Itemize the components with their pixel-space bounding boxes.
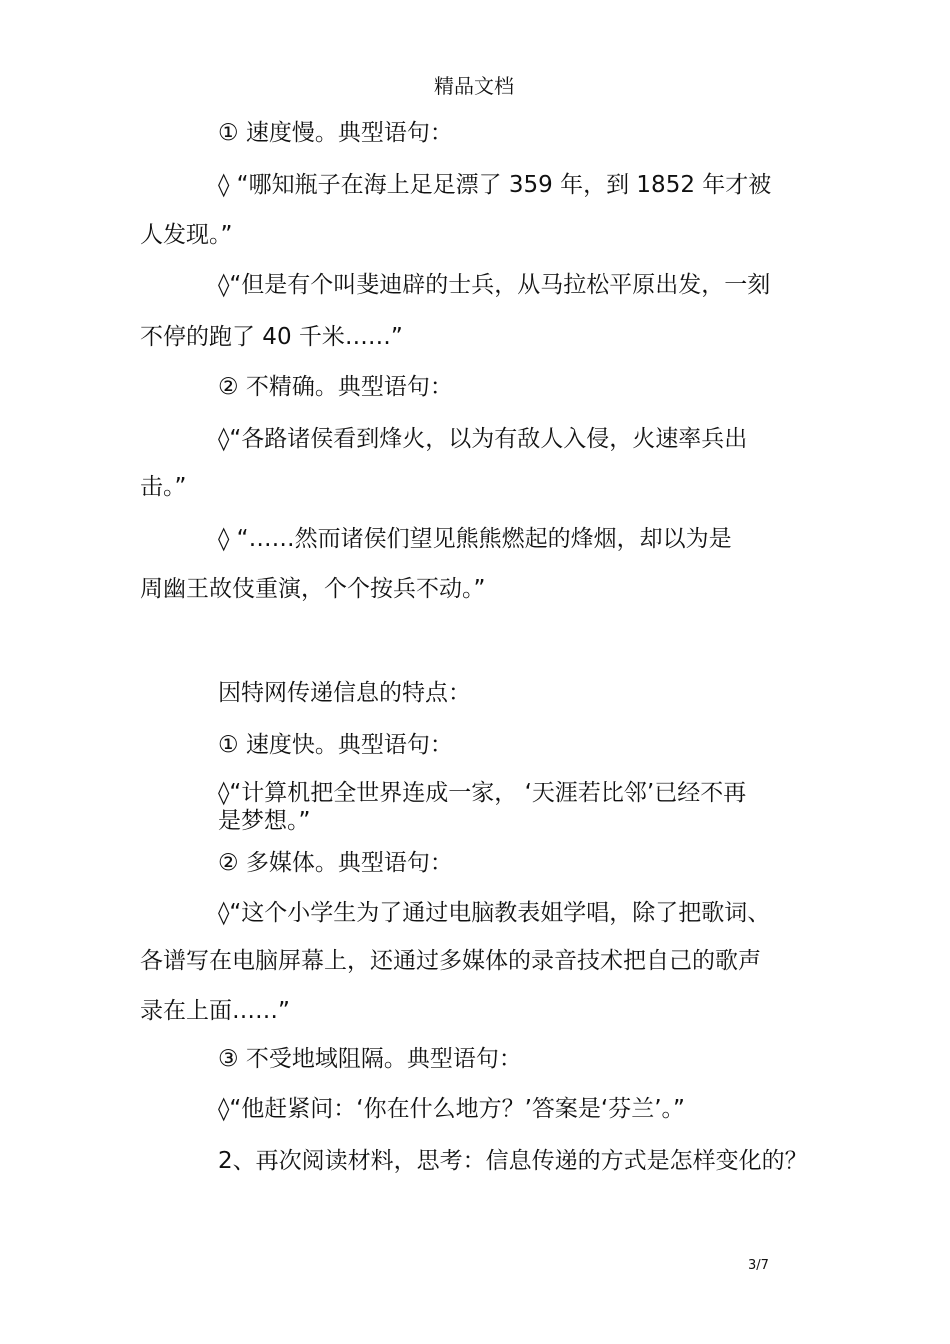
text-line-17: 各谱写在电脑屏幕上，还通过多媒体的录音技术把自己的歌声 <box>140 948 761 974</box>
text-line-4: ◊“但是有个叫斐迪辟的士兵，从马拉松平原出发，一刻 <box>218 272 771 298</box>
text-line-7: ◊“各路诸侯看到烽火，以为有敌人入侵，火速率兵出 <box>218 426 748 452</box>
text-line-15: ② 多媒体。典型语句： <box>218 850 453 876</box>
text-line-14: 是梦想。” <box>218 808 311 834</box>
text-line-10: 周幽王故伎重演，个个按兵不动。” <box>140 576 486 602</box>
text-line-19: ③ 不受地域阻隔。典型语句： <box>218 1046 522 1072</box>
text-line-2: ◊ “哪知瓶子在海上足足漂了 359 年，到 1852 年才被 <box>218 172 772 198</box>
page-header-title: 精品文档 <box>434 74 514 98</box>
text-line-20: ◊“他赶紧问：‘你在什么地方？’答案是‘芬兰’。” <box>218 1096 685 1122</box>
text-line-1: ① 速度慢。典型语句： <box>218 120 453 146</box>
page-number: 3/7 <box>748 1258 769 1273</box>
text-line-8: 击。” <box>140 474 187 500</box>
text-line-9: ◊ “……然而诸侯们望见熊熊燃起的烽烟，却以为是 <box>218 526 732 552</box>
text-line-16: ◊“这个小学生为了通过电脑教表姐学唱，除了把歌词、 <box>218 900 771 926</box>
text-line-18: 录在上面……” <box>140 998 290 1024</box>
text-line-6: ② 不精确。典型语句： <box>218 374 453 400</box>
text-line-13: ◊“计算机把全世界连成一家， ‘天涯若比邻’已经不再 <box>218 780 747 806</box>
text-line-11: 因特网传递信息的特点： <box>218 680 471 706</box>
text-line-12: ① 速度快。典型语句： <box>218 732 453 758</box>
text-line-21: 2、再次阅读材料，思考：信息传递的方式是怎样变化的？ <box>218 1148 808 1174</box>
text-line-3: 人发现。” <box>140 222 233 248</box>
text-line-5: 不停的跑了 40 千米……” <box>140 324 403 350</box>
